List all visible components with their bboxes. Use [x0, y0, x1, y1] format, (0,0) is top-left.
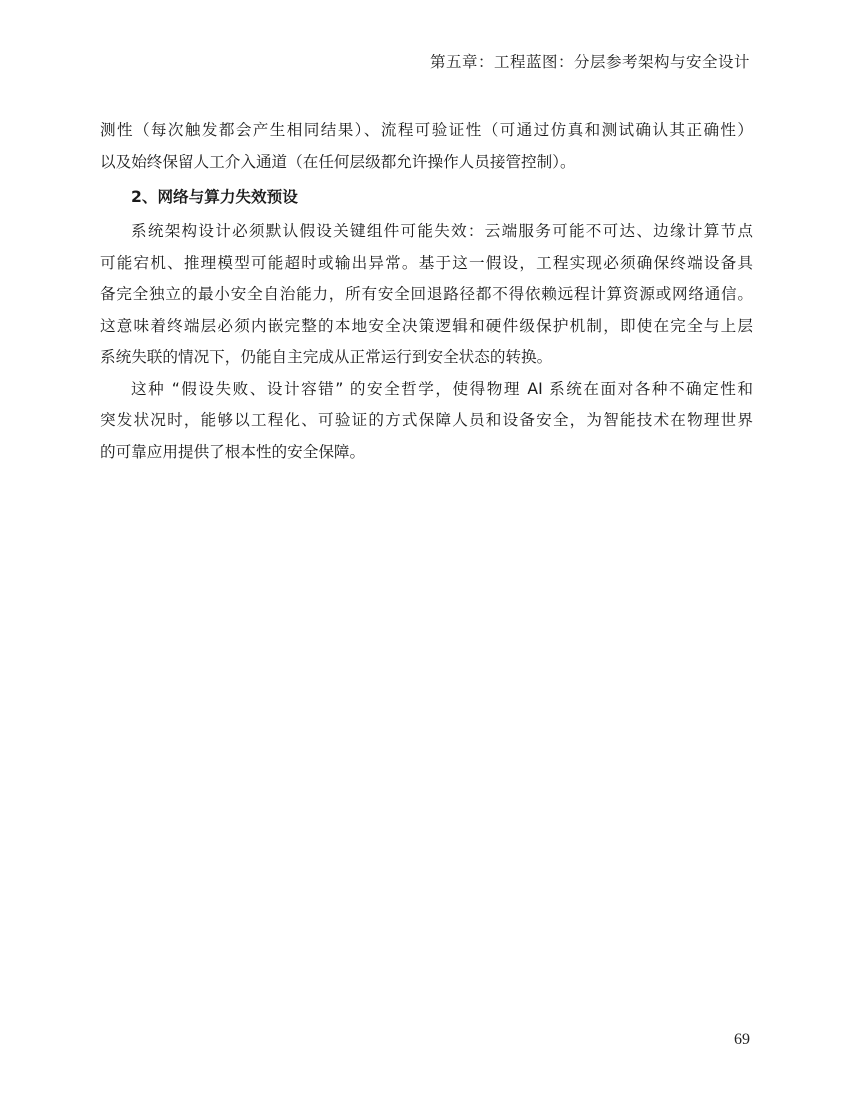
paragraph2-line-4: 这意味着终端层必须内嵌完整的本地安全决策逻辑和硬件级保护机制，即使在完全与上层: [100, 316, 753, 335]
paragraph1-line-2: 以及始终保留人工介入通道（在任何层级都允许操作人员接管控制）。: [100, 152, 576, 171]
paragraph1-line-1: 测性（每次触发都会产生相同结果）、流程可验证性（可通过仿真和测试确认其正确性）: [100, 121, 753, 139]
paragraph3-line-3: 的可靠应用提供了根本性的安全保障。: [100, 442, 366, 461]
running-header: 第五章：工程蓝图：分层参考架构与安全设计: [429, 53, 750, 71]
body-text: [100, 115, 753, 468]
paragraph3-line-1: 这种 “假设失败、设计容错” 的安全哲学，使得物理 AI 系统在面对各种不确定性和: [131, 379, 753, 398]
paragraph2-line-1: 系统架构设计必须默认假设关键组件可能失效：云端服务可能不可达、边缘计算节点: [131, 222, 753, 240]
paragraph3-line-2: 突发状况时，能够以工程化、可验证的方式保障人员和设备安全，为智能技术在物理世界: [100, 411, 753, 429]
paragraph2-line-3: 备完全独立的最小安全自治能力，所有安全回退路径都不得依赖远程计算资源或网络通信。: [100, 285, 753, 303]
page-number: 69: [734, 1031, 750, 1048]
paragraph2-line-2: 可能宕机、推理模型可能超时或输出异常。基于这一假设，工程实现必须确保终端设备具: [100, 253, 753, 272]
paragraph2-line-5: 系统失联的情况下，仍能自主完成从正常运行到安全状态的转换。: [100, 348, 553, 366]
section-heading: 2、网络与算力失效预设: [131, 188, 298, 206]
